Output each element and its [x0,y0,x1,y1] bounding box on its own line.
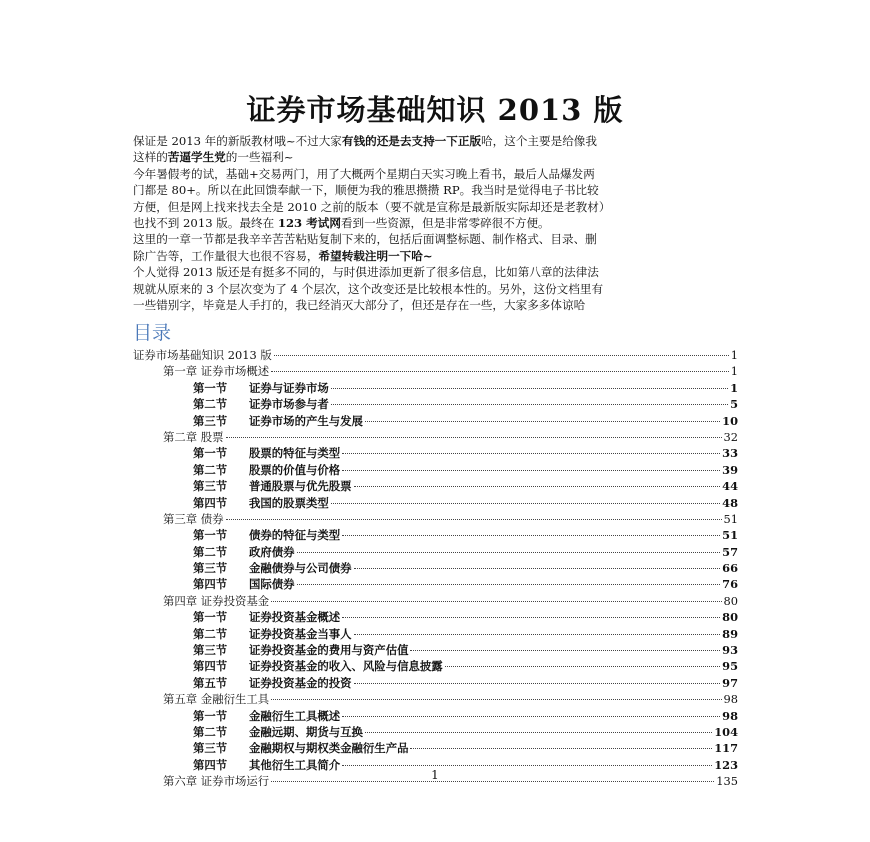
toc-section-number: 第一节 [193,708,228,723]
toc-entry-title: 政府债券 [249,544,295,559]
toc-entry[interactable] [133,691,738,707]
toc-section-number: 第四节 [193,659,228,674]
toc-section-number: 第三节 [193,479,228,494]
intro-line [133,248,745,264]
toc-leader-dots [331,503,720,504]
toc-page-number: 117 [714,741,738,756]
toc-entry[interactable] [133,445,738,461]
intro-segment: 哈，这个主要是给像我 [481,134,597,148]
toc-entry-label [193,609,340,625]
toc-entry-label [193,495,329,511]
toc-entry[interactable] [133,593,738,609]
intro-line [133,133,745,149]
toc-entry[interactable] [133,658,738,674]
toc-entry-label [193,576,295,592]
toc-entry-label [193,626,352,642]
toc-section-number: 第三节 [193,643,228,658]
toc-entry-label [163,363,269,379]
page-number: 1 [431,768,439,782]
toc-entry[interactable] [133,413,738,429]
intro-segment: 这里的一章一节都是我辛辛苦苦粘贴复制下来的，包括后面调整标题、制作格式、目录、删 [133,232,597,247]
toc-leader-dots [342,453,720,454]
toc-entry-label [193,740,408,756]
document-title: 证券市场基础知识 2013 版 [246,93,624,127]
toc-entry-title: 我国的股票类型 [249,495,329,510]
toc-section-number: 第二节 [193,397,228,412]
toc-entry-title: 证券市场参与者 [249,397,329,412]
toc-page-number: 51 [723,511,738,526]
intro-line [133,281,745,297]
toc-leader-dots [271,371,729,372]
toc-leader-dots [342,535,720,536]
toc-section-number: 第二节 [193,544,228,559]
toc-page-number: 5 [730,397,738,412]
toc-leader-dots [354,568,721,569]
toc-heading: 目录 [133,322,172,344]
toc-entry-title: 第四章 证券投资基金 [163,593,270,608]
toc-page-number: 98 [722,708,738,723]
toc-entry-label [193,445,340,461]
toc-section-number: 第二节 [193,462,228,477]
intro-segment: 方便，但是网上找来找去全是 2010 之前的版本（要不就是宣称是最新版实际却还是老教材） [133,199,611,214]
intro-segment: 个人觉得 2013 版还是有挺多不同的，与时俱进添加更新了很多信息，比如第八章的法律法 [133,265,599,280]
toc-entry[interactable] [133,429,738,445]
toc-entry-label [163,511,224,527]
toc-entry-title: 第三章 债券 [163,511,224,526]
toc-leader-dots [354,634,721,635]
toc-entry-title: 股票的价值与价格 [249,462,341,477]
toc-entry-title: 证券投资基金的费用与资产估值 [249,643,409,658]
toc-entry[interactable] [133,626,738,642]
toc-section-number: 第二节 [193,724,228,739]
toc-section-number: 第二节 [193,626,228,641]
toc-entry-title: 证券投资基金的投资 [249,675,352,690]
toc-entry-title: 证券市场的产生与发展 [249,413,363,428]
toc-leader-dots [331,404,728,405]
toc-section-number: 第一节 [193,528,228,543]
toc-entry-title: 国际债券 [249,577,295,592]
toc-leader-dots [271,601,721,602]
intro-line [133,264,745,280]
intro-emphasis: 有钱的还是去支持一下正版 [341,134,482,148]
toc-page-number: 48 [722,495,738,510]
toc-entry-title: 证券与证券市场 [249,380,329,395]
toc-entry[interactable] [133,609,738,625]
toc-entry-label [193,724,363,740]
toc-leader-dots [297,584,721,585]
toc-leader-dots [365,732,712,733]
toc-page-number: 76 [722,577,738,592]
toc-entry[interactable] [133,544,738,560]
toc-leader-dots [342,617,720,618]
intro-line [133,231,745,247]
toc-entry-title: 第二章 股票 [163,429,224,444]
intro-segment: 也找不到 2013 版。最终在 [133,216,278,231]
toc-entry-title: 证券投资基金当事人 [249,626,352,641]
toc-entry[interactable] [133,511,738,527]
toc-page-number: 80 [722,610,738,625]
toc-section-number: 第五节 [193,675,228,690]
toc-leader-dots [274,355,729,356]
toc-entry[interactable] [133,642,738,658]
toc-leader-dots [365,421,720,422]
intro-line [133,297,745,313]
toc-entry-label [193,413,363,429]
toc-leader-dots [354,486,721,487]
toc-page-number: 80 [723,593,738,608]
table-of-contents [133,347,738,790]
toc-page-number: 95 [722,659,738,674]
toc-leader-dots [342,765,712,766]
toc-entry[interactable] [133,380,738,396]
toc-entry-title: 债券的特征与类型 [249,528,341,543]
intro-segment: 保证是 2013 年的新版教材哦~不过大家 [133,134,342,148]
toc-section-number: 第四节 [193,495,228,510]
toc-page-number: 33 [722,446,738,461]
toc-entry-title: 第六章 证券市场运行 [163,774,270,789]
intro-segment: 一些错别字，毕竟是人手打的，我已经消灭大部分了，但还是存在一些，大家多多体谅哈 [133,298,586,313]
toc-leader-dots [410,748,712,749]
intro-emphasis: 苦逼学生党 [167,150,226,165]
intro-line [133,166,745,182]
toc-entry[interactable] [133,478,738,494]
toc-section-number: 第四节 [193,757,228,772]
toc-page-number: 135 [716,774,738,789]
toc-page-number: 1 [730,364,738,379]
toc-entry[interactable] [133,708,738,724]
toc-entry-label [193,642,408,658]
toc-entry-label [193,396,329,412]
toc-entry[interactable] [133,740,738,756]
toc-entry-label [193,380,329,396]
toc-leader-dots [445,666,720,667]
toc-entry-label [163,691,269,707]
toc-leader-dots [342,716,720,717]
toc-entry[interactable] [133,495,738,511]
toc-page-number: 89 [722,626,738,641]
toc-page-number: 57 [722,544,738,559]
toc-entry[interactable] [133,347,738,363]
toc-entry-title: 股票的特征与类型 [249,446,341,461]
toc-entry[interactable] [133,675,738,691]
toc-section-number: 第三节 [193,413,228,428]
toc-entry[interactable] [133,560,738,576]
toc-page-number: 10 [722,413,738,428]
toc-page-number: 1 [730,380,738,395]
toc-page-number: 93 [722,643,738,658]
toc-entry[interactable] [133,527,738,543]
toc-page-number: 98 [723,692,738,707]
toc-leader-dots [342,470,720,471]
toc-entry[interactable] [133,396,738,412]
intro-segment: 门都是 80+。所以在此回馈奉献一下，顺便为我的雅思攒攒 RP。我当时是觉得电子书比较 [133,183,599,198]
toc-entry-label [193,527,340,543]
toc-entry-label [163,593,269,609]
toc-page-number: 123 [714,757,738,772]
toc-leader-dots [297,552,721,553]
toc-entry-label [133,347,272,363]
intro-segment: 这样的 [133,150,168,165]
toc-entry-title: 金融债券与公司债券 [249,561,352,576]
intro-line [133,182,745,198]
toc-entry-title: 证券市场基础知识 2013 版 [133,348,272,362]
intro-line [133,199,745,215]
toc-entry-label [193,675,352,691]
toc-leader-dots [410,650,720,651]
toc-entry[interactable] [133,724,738,740]
toc-page-number: 51 [722,528,738,543]
intro-segment: 规就从原来的 3 个层次变为了 4 个层次，这个改变还是比较根本性的。另外，这份文档里有 [133,281,604,296]
toc-entry-title: 普通股票与优先股票 [249,479,352,494]
intro-emphasis: 123 考试网 [277,216,341,231]
toc-entry-label [193,478,352,494]
toc-entry-title: 其他衍生工具简介 [249,757,341,772]
toc-section-number: 第一节 [193,380,228,395]
intro-segment: 除广告等，工作量很大也很不容易， [133,248,319,263]
toc-entry-label [193,544,295,560]
toc-page-number: 104 [714,724,738,739]
toc-page-number: 1 [730,348,738,362]
toc-entry-label [193,560,352,576]
intro-line [133,215,745,231]
toc-section-number: 第一节 [193,610,228,625]
toc-page-number: 32 [723,429,738,444]
toc-page-number: 97 [722,675,738,690]
toc-entry[interactable] [133,462,738,478]
toc-leader-dots [271,699,721,700]
toc-entry[interactable] [133,576,738,592]
toc-section-number: 第三节 [193,741,228,756]
intro-line [133,149,745,165]
toc-entry-title: 金融衍生工具概述 [249,708,341,723]
toc-entry[interactable] [133,363,738,379]
toc-entry-label [193,462,340,478]
toc-leader-dots [226,437,722,438]
intro-text [133,133,745,313]
toc-entry-label [193,708,340,724]
toc-entry-label [193,658,443,674]
toc-entry-title: 金融远期、期货与互换 [249,724,363,739]
toc-page-number: 66 [722,561,738,576]
toc-section-number: 第三节 [193,561,228,576]
toc-entry-title: 证券投资基金的收入、风险与信息披露 [249,659,443,674]
toc-entry-title: 证券投资基金概述 [249,610,341,625]
intro-emphasis: 希望转载注明一下哈~ [318,248,433,263]
intro-segment: 看到一些资源，但是非常零碎很不方便。 [340,216,550,231]
toc-entry-title: 第一章 证券市场概述 [163,364,270,379]
toc-page-number: 44 [722,479,738,494]
intro-segment: 今年暑假考的试，基础+交易两门，用了大概两个星期白天实习晚上看书，最后人品爆发两 [133,166,595,181]
toc-page-number: 39 [722,462,738,477]
toc-leader-dots [354,683,721,684]
toc-leader-dots [226,519,722,520]
toc-section-number: 第四节 [193,577,228,592]
toc-entry-label [163,429,224,445]
intro-segment: 的一些福利~ [225,150,294,165]
toc-entry-title: 第五章 金融衍生工具 [163,692,270,707]
toc-leader-dots [331,388,728,389]
toc-section-number: 第一节 [193,446,228,461]
toc-entry-title: 金融期权与期权类金融衍生产品 [249,741,409,756]
